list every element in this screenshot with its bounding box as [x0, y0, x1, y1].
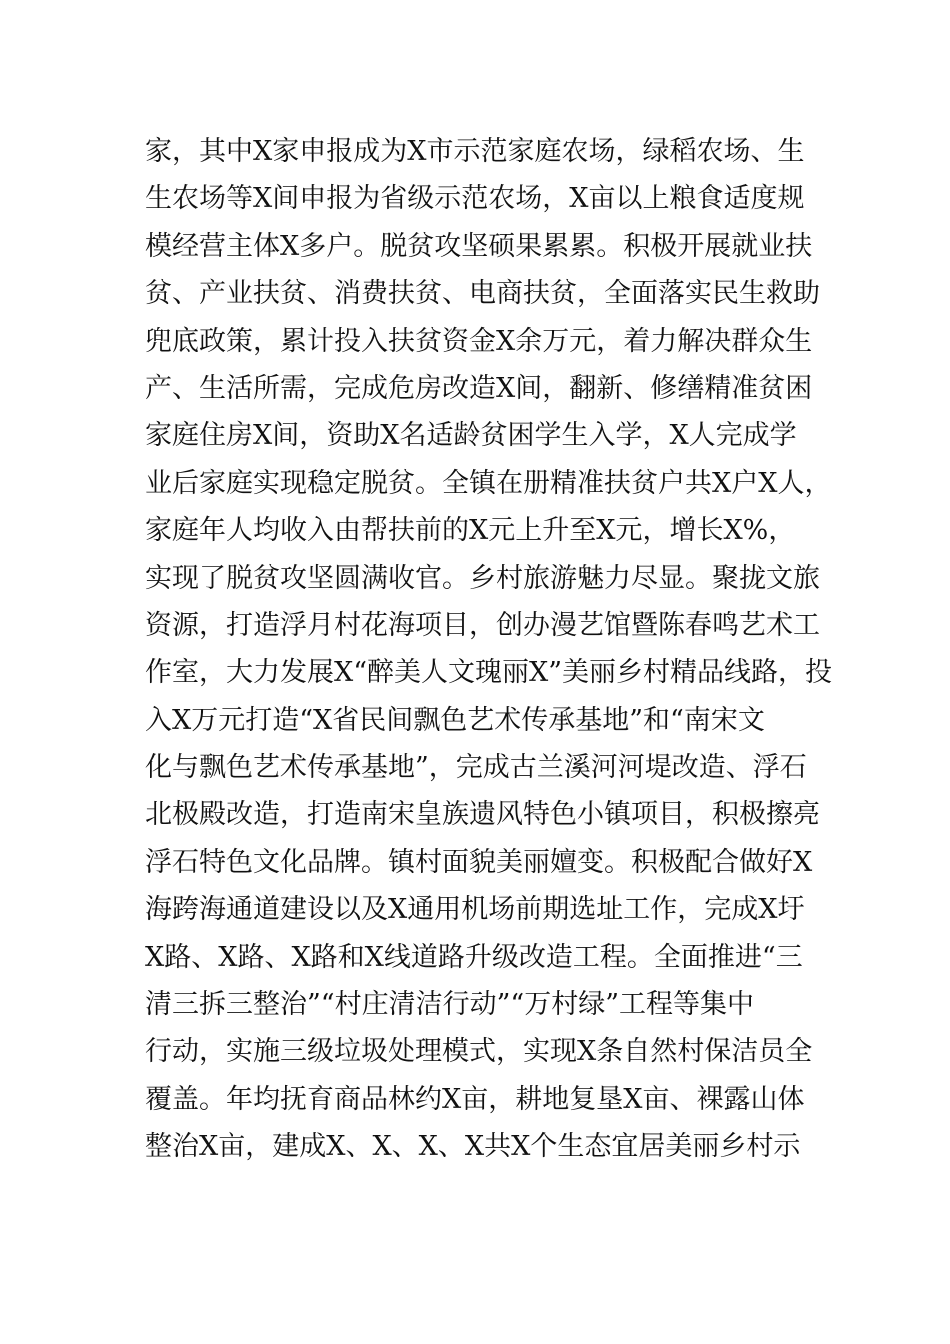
- text-line: 整治X亩，建成X、X、X、X共X个生态宜居美丽乡村示: [145, 1131, 801, 1163]
- text-line: 行动，实施三级垃圾处理模式，实现X条自然村保洁员全: [145, 1036, 813, 1068]
- text-line: 家庭年人均收入由帮扶前的X元上升至X元，增长X%，: [145, 515, 796, 547]
- text-line: 海跨海通道建设以及X通用机场前期选址工作，完成X圩: [145, 894, 805, 926]
- text-line: 覆盖。年均抚育商品林约X亩，耕地复垦X亩、裸露山体: [145, 1083, 805, 1115]
- text-line: 模经营主体X多户。脱贫攻坚硕果累累。积极开展就业扶: [145, 230, 813, 262]
- text-line: 入X万元打造“X省民间飘色艺术传承基地”和“南宋文: [145, 704, 765, 736]
- text-line: 生农场等X间申报为省级示范农场，X亩以上粮食适度规: [145, 183, 805, 215]
- text-line: 北极殿改造，打造南宋皇族遗风特色小镇项目，积极擦亮: [145, 799, 820, 831]
- text-line: 化与飘色艺术传承基地”，完成古兰溪河河堤改造、浮石: [145, 752, 807, 784]
- text-line: 资源，打造浮月村花海项目，创办漫艺馆暨陈春鸣艺术工: [145, 609, 820, 641]
- body-text: [145, 128, 833, 1171]
- text-line: 业后家庭实现稳定脱贫。全镇在册精准扶贫户共X户X人，: [145, 467, 832, 499]
- text-line: 作室，大力发展X“醉美人文瑰丽X”美丽乡村精品线路，投: [145, 657, 833, 689]
- text-line: 家庭住房X间，资助X名适龄贫困学生入学，X人完成学: [145, 420, 797, 452]
- text-line: 贫、产业扶贫、消费扶贫、电商扶贫，全面落实民生救助: [145, 278, 820, 310]
- text-line: 浮石特色文化品牌。镇村面貌美丽嬗变。积极配合做好X: [145, 846, 813, 878]
- text-line: 兜底政策，累计投入扶贫资金X余万元，着力解决群众生: [145, 325, 813, 357]
- text-line: 产、生活所需，完成危房改造X间，翻新、修缮精准贫困: [145, 372, 813, 404]
- text-line: 家，其中X家申报成为X市示范家庭农场，绿稻农场、生: [145, 136, 805, 167]
- text-line: 清三拆三整治”“村庄清洁行动”“万村绿”工程等集中: [145, 989, 755, 1021]
- text-line: 实现了脱贫攻坚圆满收官。乡村旅游魅力尽显。聚拢文旅: [145, 562, 820, 594]
- text-line: X路、X路、X路和X线道路升级改造工程。全面推进“三: [145, 941, 803, 973]
